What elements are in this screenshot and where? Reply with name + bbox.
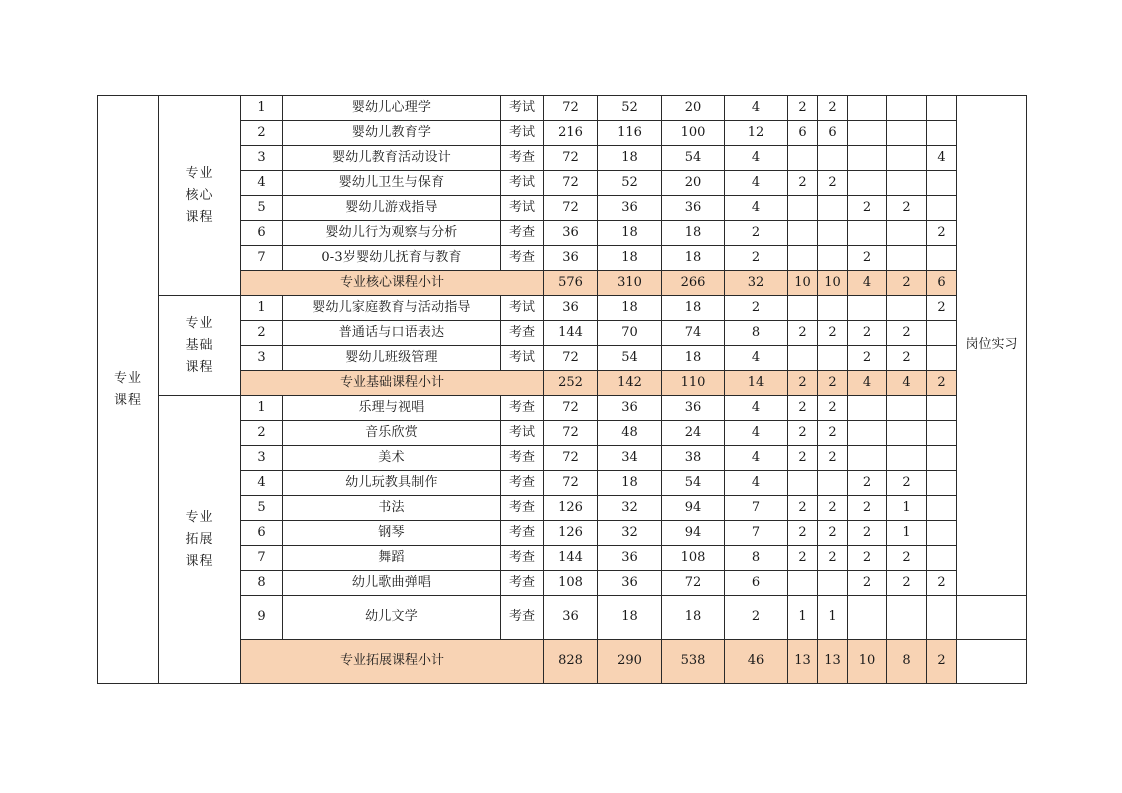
course-value: 48: [598, 421, 662, 446]
course-value: [848, 171, 887, 196]
course-value: 18: [598, 471, 662, 496]
course-value: [927, 96, 957, 121]
course-value: [848, 221, 887, 246]
course-value: 36: [598, 396, 662, 421]
course-value: [818, 246, 848, 271]
course-value: [887, 421, 927, 446]
course-value: [788, 571, 818, 596]
course-value: [848, 421, 887, 446]
course-value: [887, 396, 927, 421]
course-value: 7: [725, 521, 788, 546]
category-core: [159, 96, 241, 296]
course-value: 144: [544, 546, 598, 571]
course-value: 126: [544, 521, 598, 546]
course-name: 美术: [283, 446, 501, 471]
course-value: 2: [818, 521, 848, 546]
course-value: 34: [598, 446, 662, 471]
ext-subtotal-value: 10: [848, 640, 887, 684]
basic-subtotal-value: 4: [848, 371, 887, 396]
course-value: [788, 471, 818, 496]
assessment-type: 考查: [501, 471, 544, 496]
course-value: 72: [544, 146, 598, 171]
course-value: [927, 321, 957, 346]
course-value: [927, 471, 957, 496]
course-value: 2: [788, 446, 818, 471]
course-value: 74: [662, 321, 725, 346]
assessment-type: 考查: [501, 396, 544, 421]
course-value: 2: [887, 196, 927, 221]
course-value: 2: [788, 96, 818, 121]
course-number: 8: [241, 571, 283, 596]
course-value: 32: [598, 521, 662, 546]
course-value: 36: [598, 196, 662, 221]
assessment-type: 考查: [501, 596, 544, 640]
basic-subtotal-value: 110: [662, 371, 725, 396]
course-value: 4: [725, 171, 788, 196]
course-value: [927, 246, 957, 271]
course-value: 4: [725, 421, 788, 446]
category-basic-line: 基础: [185, 337, 214, 353]
course-value: 54: [662, 146, 725, 171]
course-value: [818, 471, 848, 496]
course-value: 2: [848, 346, 887, 371]
course-number: 4: [241, 471, 283, 496]
core-subtotal-value: 2: [887, 271, 927, 296]
course-value: 36: [544, 296, 598, 321]
course-value: 32: [598, 496, 662, 521]
course-name: 音乐欣赏: [283, 421, 501, 446]
assessment-type: 考查: [501, 571, 544, 596]
empty-cell: [957, 640, 1027, 684]
course-value: [788, 296, 818, 321]
course-number: 1: [241, 396, 283, 421]
course-value: 100: [662, 121, 725, 146]
course-value: 2: [848, 546, 887, 571]
course-value: 2: [818, 421, 848, 446]
course-value: 94: [662, 496, 725, 521]
course-name: 婴幼儿心理学: [283, 96, 501, 121]
course-value: 1: [887, 496, 927, 521]
course-value: 12: [725, 121, 788, 146]
course-value: 1: [788, 596, 818, 640]
course-name: 幼儿歌曲弹唱: [283, 571, 501, 596]
empty-cell: [957, 596, 1027, 640]
course-value: 2: [725, 596, 788, 640]
course-value: [848, 146, 887, 171]
course-value: [887, 296, 927, 321]
basic-subtotal-value: 252: [544, 371, 598, 396]
ext-subtotal-value: 538: [662, 640, 725, 684]
course-value: 36: [544, 221, 598, 246]
course-value: 108: [662, 546, 725, 571]
course-value: 18: [662, 296, 725, 321]
course-value: 2: [848, 246, 887, 271]
basic-subtotal-value: 2: [788, 371, 818, 396]
course-value: 2: [887, 546, 927, 571]
course-value: [818, 346, 848, 371]
course-number: 4: [241, 171, 283, 196]
course-name: 书法: [283, 496, 501, 521]
assessment-type: 考查: [501, 496, 544, 521]
course-value: [887, 146, 927, 171]
ext-subtotal-value: 13: [788, 640, 818, 684]
course-name: 婴幼儿教育学: [283, 121, 501, 146]
course-value: 2: [818, 96, 848, 121]
course-name: 乐理与视唱: [283, 396, 501, 421]
course-value: 4: [725, 396, 788, 421]
course-number: 5: [241, 196, 283, 221]
assessment-type: 考查: [501, 146, 544, 171]
basic-subtotal-value: 2: [927, 371, 957, 396]
assessment-type: 考试: [501, 346, 544, 371]
course-value: 2: [848, 471, 887, 496]
course-value: 6: [725, 571, 788, 596]
course-value: 18: [598, 146, 662, 171]
core-subtotal-value: 266: [662, 271, 725, 296]
course-value: [887, 221, 927, 246]
course-value: 54: [598, 346, 662, 371]
course-name: 婴幼儿教育活动设计: [283, 146, 501, 171]
course-value: 4: [725, 446, 788, 471]
course-name: 普通话与口语表达: [283, 321, 501, 346]
course-value: [927, 421, 957, 446]
course-value: [788, 196, 818, 221]
course-value: 2: [887, 321, 927, 346]
assessment-type: 考查: [501, 521, 544, 546]
course-value: 72: [544, 346, 598, 371]
course-value: 2: [725, 221, 788, 246]
course-number: 7: [241, 246, 283, 271]
category-core-line: 课程: [185, 209, 214, 225]
core-subtotal-value: 4: [848, 271, 887, 296]
course-value: 2: [725, 246, 788, 271]
core-subtotal-value: 6: [927, 271, 957, 296]
course-value: 38: [662, 446, 725, 471]
course-value: [927, 346, 957, 371]
basic-subtotal-value: 4: [887, 371, 927, 396]
course-value: 52: [598, 96, 662, 121]
course-value: [818, 296, 848, 321]
assessment-type: 考查: [501, 321, 544, 346]
course-value: 2: [788, 546, 818, 571]
course-value: 54: [662, 471, 725, 496]
course-value: 20: [662, 171, 725, 196]
course-value: 18: [598, 296, 662, 321]
course-value: 2: [848, 196, 887, 221]
course-value: [788, 346, 818, 371]
category-core-line: 专业: [185, 165, 214, 181]
course-value: 2: [927, 296, 957, 321]
course-value: 72: [544, 421, 598, 446]
course-value: [927, 171, 957, 196]
course-value: 18: [662, 246, 725, 271]
assessment-type: 考查: [501, 446, 544, 471]
assessment-type: 考查: [501, 546, 544, 571]
course-value: 20: [662, 96, 725, 121]
course-name: 婴幼儿家庭教育与活动指导: [283, 296, 501, 321]
course-value: [848, 121, 887, 146]
course-value: 18: [662, 596, 725, 640]
course-value: 2: [887, 346, 927, 371]
course-value: 2: [788, 496, 818, 521]
course-value: 36: [544, 246, 598, 271]
course-value: [887, 596, 927, 640]
core-subtotal-value: 576: [544, 271, 598, 296]
course-value: 2: [887, 571, 927, 596]
course-value: 2: [788, 396, 818, 421]
core-subtotal-value: 10: [818, 271, 848, 296]
course-value: 4: [725, 471, 788, 496]
assessment-type: 考试: [501, 421, 544, 446]
course-value: [848, 296, 887, 321]
core-subtotal-value: 10: [788, 271, 818, 296]
course-number: 2: [241, 121, 283, 146]
table-row: [98, 296, 1027, 321]
course-value: 2: [848, 321, 887, 346]
course-value: 216: [544, 121, 598, 146]
course-value: [887, 171, 927, 196]
course-number: 2: [241, 321, 283, 346]
course-value: 1: [887, 521, 927, 546]
course-value: [818, 571, 848, 596]
ext-subtotal-value: 2: [927, 640, 957, 684]
category-basic: [159, 296, 241, 396]
course-value: 116: [598, 121, 662, 146]
basic-subtotal-value: 14: [725, 371, 788, 396]
core-subtotal-label: 专业核心课程小计: [241, 271, 544, 296]
course-name: 0-3岁婴幼儿抚育与教育: [283, 246, 501, 271]
table-row: [98, 96, 1027, 121]
course-value: [848, 96, 887, 121]
course-value: [927, 121, 957, 146]
course-value: [818, 196, 848, 221]
assessment-type: 考试: [501, 96, 544, 121]
course-value: 2: [818, 321, 848, 346]
course-value: [848, 446, 887, 471]
assessment-type: 考试: [501, 296, 544, 321]
course-number: 7: [241, 546, 283, 571]
table-row: [98, 396, 1027, 421]
course-value: 2: [788, 321, 818, 346]
course-value: [818, 146, 848, 171]
category-core-line: 核心: [185, 187, 214, 203]
course-value: 2: [887, 471, 927, 496]
course-value: 72: [544, 446, 598, 471]
ext-subtotal-value: 290: [598, 640, 662, 684]
course-value: 72: [544, 96, 598, 121]
course-value: 52: [598, 171, 662, 196]
course-value: [788, 146, 818, 171]
course-value: 18: [598, 246, 662, 271]
internship-cell: 岗位实习: [957, 96, 1027, 596]
ext-subtotal-label: 专业拓展课程小计: [241, 640, 544, 684]
assessment-type: 考试: [501, 171, 544, 196]
curriculum-table-body: [98, 96, 1027, 684]
course-value: 2: [788, 421, 818, 446]
course-value: 18: [598, 221, 662, 246]
course-value: 7: [725, 496, 788, 521]
course-value: 2: [848, 496, 887, 521]
course-value: 126: [544, 496, 598, 521]
basic-subtotal-label: 专业基础课程小计: [241, 371, 544, 396]
course-name: 婴幼儿行为观察与分析: [283, 221, 501, 246]
course-value: 18: [662, 346, 725, 371]
course-name: 婴幼儿游戏指导: [283, 196, 501, 221]
category-ext: [159, 396, 241, 684]
course-value: 94: [662, 521, 725, 546]
course-value: 36: [598, 571, 662, 596]
course-name: 舞蹈: [283, 546, 501, 571]
course-value: [788, 246, 818, 271]
course-value: 8: [725, 546, 788, 571]
course-value: 2: [725, 296, 788, 321]
course-name: 婴幼儿卫生与保育: [283, 171, 501, 196]
category-ext-line: 课程: [185, 553, 214, 569]
ext-subtotal-value: 13: [818, 640, 848, 684]
course-value: 2: [788, 171, 818, 196]
assessment-type: 考试: [501, 121, 544, 146]
course-value: [887, 246, 927, 271]
basic-subtotal-value: 2: [818, 371, 848, 396]
category-ext-line: 拓展: [185, 531, 214, 547]
basic-subtotal-value: 142: [598, 371, 662, 396]
course-value: 72: [544, 471, 598, 496]
course-name: 幼儿文学: [283, 596, 501, 640]
course-value: 70: [598, 321, 662, 346]
course-value: 36: [662, 196, 725, 221]
course-value: [887, 121, 927, 146]
category-basic-line: 课程: [185, 359, 214, 375]
course-value: [848, 396, 887, 421]
course-value: 72: [544, 196, 598, 221]
course-value: 108: [544, 571, 598, 596]
course-value: [887, 446, 927, 471]
course-value: 36: [598, 546, 662, 571]
ext-subtotal-value: 828: [544, 640, 598, 684]
course-number: 3: [241, 146, 283, 171]
course-value: 6: [818, 121, 848, 146]
course-number: 3: [241, 446, 283, 471]
course-value: 72: [544, 171, 598, 196]
course-value: [927, 496, 957, 521]
ext-subtotal-value: 46: [725, 640, 788, 684]
category-ext-line: 专业: [185, 509, 214, 525]
curriculum-table: [97, 95, 1027, 684]
course-number: 6: [241, 221, 283, 246]
course-value: 4: [725, 196, 788, 221]
course-value: 36: [544, 596, 598, 640]
course-number: 3: [241, 346, 283, 371]
category-basic-line: 专业: [185, 315, 214, 331]
assessment-type: 考试: [501, 196, 544, 221]
course-number: 9: [241, 596, 283, 640]
assessment-type: 考查: [501, 221, 544, 246]
course-value: 2: [848, 571, 887, 596]
course-value: 4: [725, 96, 788, 121]
course-value: [927, 596, 957, 640]
course-value: 18: [662, 221, 725, 246]
course-value: 2: [818, 396, 848, 421]
course-value: [927, 396, 957, 421]
course-value: [818, 221, 848, 246]
course-value: [927, 446, 957, 471]
course-value: 2: [848, 521, 887, 546]
ext-subtotal-value: 8: [887, 640, 927, 684]
course-value: 4: [927, 146, 957, 171]
course-name: 钢琴: [283, 521, 501, 546]
course-number: 1: [241, 296, 283, 321]
course-value: 4: [725, 346, 788, 371]
core-subtotal-value: 32: [725, 271, 788, 296]
course-name: 婴幼儿班级管理: [283, 346, 501, 371]
course-value: 1: [818, 596, 848, 640]
course-value: 2: [788, 521, 818, 546]
core-subtotal-value: 310: [598, 271, 662, 296]
course-value: [887, 96, 927, 121]
course-value: 2: [818, 446, 848, 471]
course-value: [927, 196, 957, 221]
course-value: [788, 221, 818, 246]
category-major: [98, 96, 159, 684]
course-value: 8: [725, 321, 788, 346]
course-value: 18: [598, 596, 662, 640]
course-number: 2: [241, 421, 283, 446]
category-major-line: 课程: [113, 392, 142, 408]
course-value: 2: [818, 171, 848, 196]
assessment-type: 考查: [501, 246, 544, 271]
course-value: [927, 521, 957, 546]
course-value: 4: [725, 146, 788, 171]
course-value: 2: [818, 546, 848, 571]
course-name: 幼儿玩教具制作: [283, 471, 501, 496]
course-value: 72: [544, 396, 598, 421]
course-value: 72: [662, 571, 725, 596]
course-value: [927, 546, 957, 571]
course-number: 5: [241, 496, 283, 521]
course-value: 36: [662, 396, 725, 421]
course-value: 2: [927, 571, 957, 596]
course-value: [848, 596, 887, 640]
course-value: 2: [818, 496, 848, 521]
course-value: 2: [927, 221, 957, 246]
course-number: 1: [241, 96, 283, 121]
course-number: 6: [241, 521, 283, 546]
course-value: 24: [662, 421, 725, 446]
course-value: 6: [788, 121, 818, 146]
course-value: 144: [544, 321, 598, 346]
category-major-line: 专业: [113, 370, 142, 386]
